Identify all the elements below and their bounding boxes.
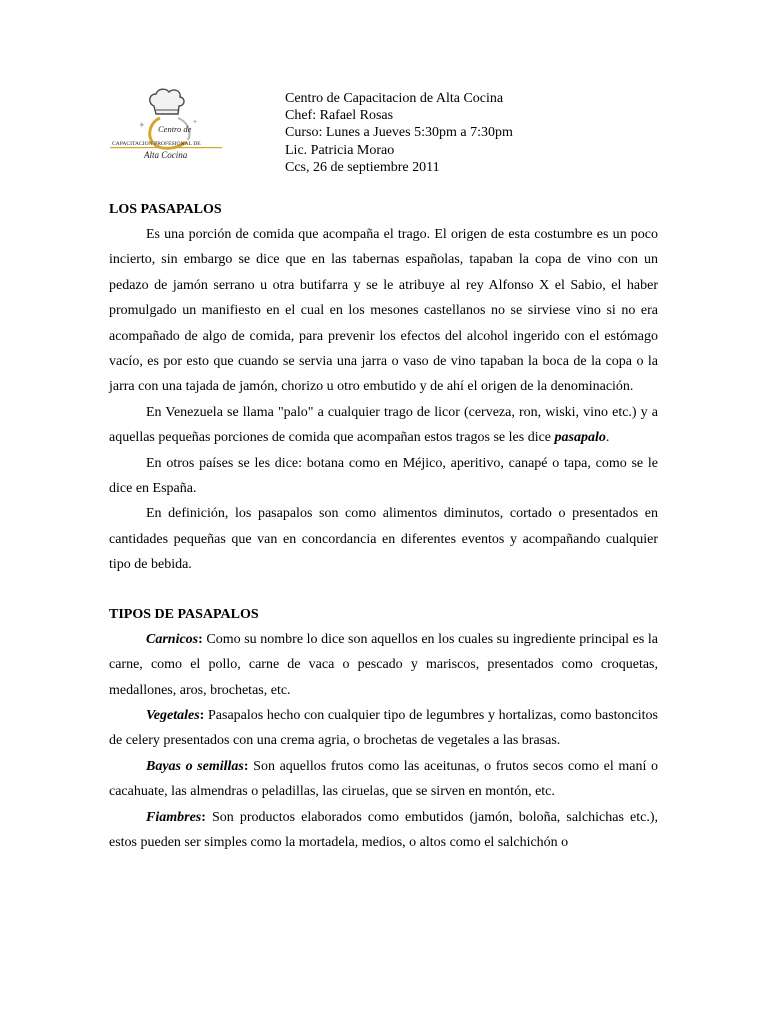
type-fiambres [109,805,658,856]
svg-text:✦: ✦ [192,118,198,126]
document-body [109,198,658,855]
logo-line1: Centro de [158,124,192,134]
paragraph-definition: En definición, los pasapalos son como alimentos diminutos, cortado o presentados en cantidades pequeñas que van en concordancia en diferentes eventos y acompañando cualquier tipo de bebida. [109,506,658,573]
header-instructor: Lic. Patricia Morao [285,142,395,158]
header-chef: Chef: Rafael Rosas [285,108,394,124]
term-carnicos: Carnicos [146,631,199,647]
section-spacer [109,578,658,603]
header-info [285,90,513,176]
logo-underline [110,147,222,148]
header-date: Ccs, 26 de septiembre 2011 [285,159,440,175]
term-fiambres: Fiambres [146,809,202,825]
term-vegetales-colon: : [199,707,205,723]
school-logo [108,84,226,168]
type-vegetales-text: Pasapalos hecho con cualquier tipo de legumbres y hortalizas, como bastoncitos de celery presentados con una crema agria, o brochetas de vegetales a las brasas. [109,707,658,749]
type-bayas-text: Son aquellos frutos como las aceitunas, o frutos secos como el maní o cacahuate, las almendras o peladillas, las ciruelas, que se sirven en montón, etc. [109,758,658,800]
term-carnicos-colon: : [198,631,203,647]
type-fiambres-text: Son productos elaborados como embutidos (jamón, boloña, salchichas etc.), estos pueden ser simples como la mortadela, medios, o altos como el salchichón o [109,809,658,850]
term-bayas: Bayas o semillas [146,758,244,774]
term-bayas-colon: : [243,758,249,774]
term-fiambres-colon: : [201,809,206,825]
type-bayas [109,754,658,805]
paragraph-venezuela-end: . [605,430,610,446]
term-vegetales: Vegetales [146,707,200,723]
paragraph-venezuela-text: En Venezuela se llama "palo" a cualquier trago de licor (cerveza, ron, wiski, vino etc.) y a aquellas pequeñas porciones de comida que acompañan estos tragos se les dice [109,404,658,446]
type-vegetales [109,703,658,754]
paragraph-venezuela [109,400,658,451]
term-pasapalo: pasapalo [554,430,606,446]
section-title-pasapalos: LOS PASAPALOS [109,202,222,217]
type-carnicos [109,627,658,703]
paragraph-other-countries: En otros países se les dice: botana como en Méjico, aperitivo, canapé o tapa, como se le dice en España. [109,455,658,497]
section-title-tipos: TIPOS DE PASAPALOS [109,606,259,622]
type-carnicos-text: Como su nombre lo dice son aquellos en los cuales su ingrediente principal es la carne, como el pollo, carne de vaca o pescado y mariscos, presentados como croquetas, medallones, aros, brochetas, etc. [109,631,658,698]
logo-line3: Alta Cocina [144,150,188,160]
header-institution: Centro de Capacitacion de Alta Cocina [285,91,504,106]
paragraph-origin: Es una porción de comida que acompaña el trago. El origen de esta costumbre es un poco incierto, sin embargo se dice que en las tabernas españolas, tapaban la copa de vino con un pedazo de jamón serrano u otra butifarra y se le atribuye al rey Alfonso X el Sabio, el haber promulgado un manifiesto en el cual en los mesones castellanos no se sirviese vino si no era acompañado de algo de comida, para prevenir los efectos del alcohol ingerido con el estómago vacío, es por esto que cuando se servia una jarra o vaso de vino tapaban la boca de la copa o la jarra con una tajada de jamón, chorizo u otro embutido y de ahí el origen de la denominación. [109,227,658,395]
logo-line2: CAPACITACION PROFESIONAL DE [112,141,201,147]
svg-text:✦: ✦ [138,121,146,131]
header-course: Curso: Lunes a Jueves 5:30pm a 7:30pm [285,125,513,141]
